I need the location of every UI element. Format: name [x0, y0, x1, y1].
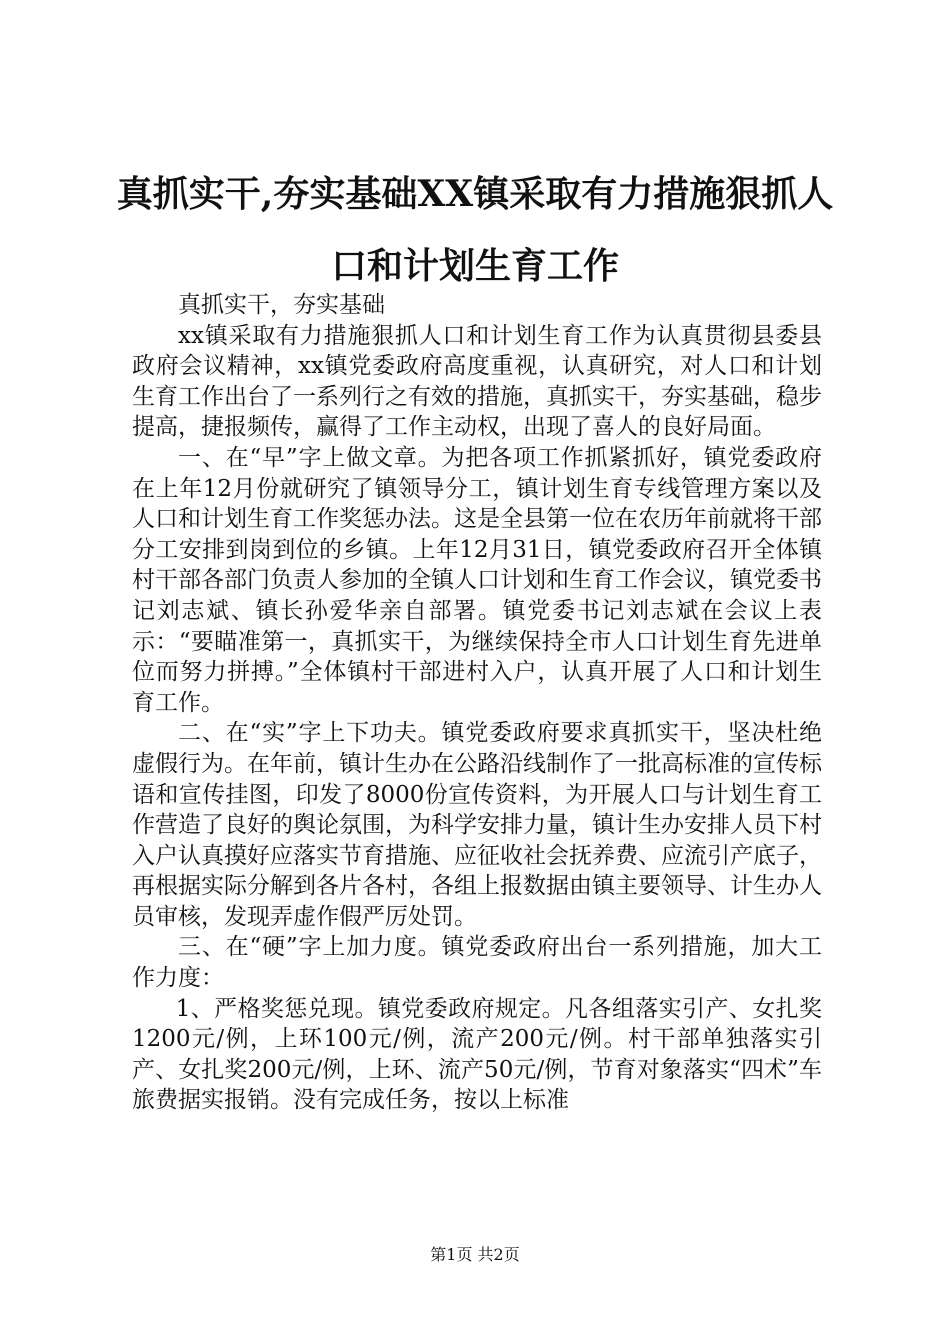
page-footer: 第1页 共2页 [430, 1245, 520, 1264]
paragraph-section-three: 三、在“硬”字上加力度。镇党委政府出台一系列措施，加大工作力度： [132, 934, 822, 992]
document-body [132, 290, 822, 1116]
paragraph-section-one: 一、在“早”字上做文章。为把各项工作抓紧抓好，镇党委政府在上年12月份就研究了镇领导分工，镇计划生育专线管理方案以及人口和计划生育工作奖惩办法。这是全县第一位在农历年前就将干部分工安排到岗到位的乡镇。上年12月31日，镇党委政府召开全体镇村干部各部门负责人参加的全镇人口计划和生育工作会议，镇党委书记刘志斌、镇长孙爱华亲自部署。镇党委书记刘志斌在会议上表示：“要瞄准第一，真抓实干，为继续保持全市人口计划生育先进单位而努力拼搏。”全体镇村干部进村入户，认真开展了人口和计划生育工作。 [132, 444, 822, 716]
paragraph-section-two: 二、在“实”字上下功夫。镇党委政府要求真抓实干，坚决杜绝虚假行为。在年前，镇计生办在公路沿线制作了一批高标准的宣传标语和宣传挂图，印发了8000份宣传资料，为开展人口与计划生育工作营造了良好的舆论氛围，为科学安排力量，镇计生办安排人员下村入户认真摸好应落实节育措施、应征收社会抚养费、应流引产底子，再根据实际分解到各片各村，各组上报数据由镇主要领导、计生办人员审核，发现弄虚作假严厉处罚。 [132, 720, 822, 930]
paragraph-subtitle: 真抓实干，夯实基础 [178, 292, 385, 318]
paragraph-item-one: 1、严格奖惩兑现。镇党委政府规定。凡各组落实引产、女扎奖1200元/例，上环100元/例，流产200元/例。村干部单独落实引产、女扎奖200元/例，上环、流产50元/例，节育对象落实“四术”车旅费据实报销。没有完成任务，按以上标准 [132, 995, 822, 1114]
document-title: 真抓实干,夯实基础XX镇采取有力措施狠抓人口和计划生育工作 [116, 173, 834, 287]
paragraph-intro: xx镇采取有力措施狠抓人口和计划生育工作为认真贯彻县委县政府会议精神，xx镇党委政府高度重视，认真研究，对人口和计划生育工作出台了一系列行之有效的措施，真抓实干，夯实基础，稳步提高，捷报频传，赢得了工作主动权，出现了喜人的良好局面。 [132, 322, 822, 441]
